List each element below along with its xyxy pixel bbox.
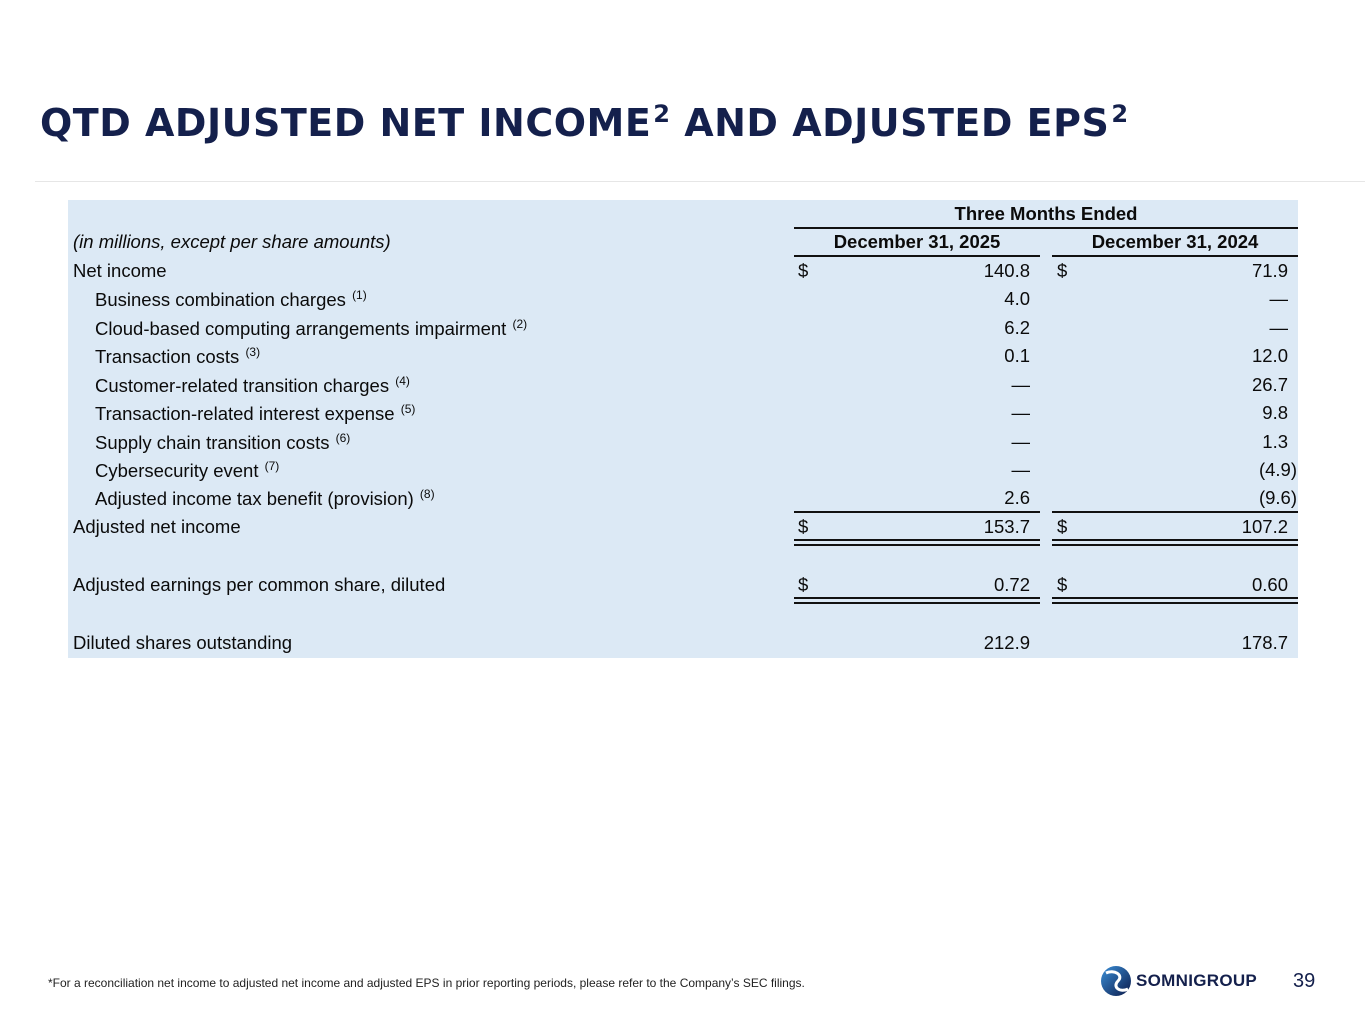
eps-double-line-2025 <box>794 597 1040 604</box>
dollar-sign: $ <box>1057 260 1068 281</box>
row-label-text: Business combination charges <box>95 289 346 310</box>
brand-name: SOMNIGROUP <box>1136 971 1258 990</box>
table-row <box>68 399 1298 427</box>
footnote: *For a reconciliation net income to adjusted net income and adjusted EPS in prior reporting periods, please refer to the Company’s SEC filings. <box>48 976 805 990</box>
table-row <box>68 285 1298 313</box>
row-label-text: Adjusted income tax benefit (provision) <box>95 488 414 509</box>
table-row <box>68 513 1298 541</box>
dollar-sign: $ <box>1057 574 1068 595</box>
dollar-sign: $ <box>798 574 809 595</box>
value-2025: 4.0 <box>1004 288 1030 309</box>
value-2025: 140.8 <box>983 260 1030 281</box>
title-part-2: AND ADJUSTED EPS <box>670 101 1110 145</box>
value-2024: 9.8 <box>1262 402 1288 423</box>
value-2025: — <box>1011 374 1030 395</box>
value-2024: 178.7 <box>1241 632 1288 653</box>
period-header: Three Months Ended <box>954 203 1138 224</box>
title-part-1: QTD ADJUSTED NET INCOME <box>40 101 652 145</box>
value-2024: 0.60 <box>1251 574 1288 595</box>
row-label <box>95 288 367 311</box>
page-number: 39 <box>1293 970 1316 992</box>
value-2024: (9.6) <box>1258 487 1297 508</box>
footnote-ref: (1) <box>352 288 367 302</box>
title-divider <box>35 181 1365 182</box>
row-label: Adjusted earnings per common share, diluted <box>73 574 446 595</box>
column-header-2025: December 31, 2025 <box>833 231 1001 252</box>
row-label: Adjusted net income <box>73 516 241 537</box>
value-2024: 12.0 <box>1251 345 1288 366</box>
value-2025: 153.7 <box>983 516 1030 537</box>
value-2025: 212.9 <box>983 632 1030 653</box>
row-label <box>95 345 260 368</box>
value-2025: — <box>1011 402 1030 423</box>
value-2025: 2.6 <box>1004 487 1030 508</box>
financial-table <box>68 200 1298 658</box>
footnote-ref: (8) <box>419 487 435 501</box>
row-label-text: Transaction costs <box>95 346 240 367</box>
value-2024: — <box>1269 288 1288 309</box>
row-label: Diluted shares outstanding <box>73 632 293 653</box>
row-label <box>95 402 415 425</box>
row-label: Net income <box>73 260 167 281</box>
title-superscript-1: 2 <box>653 100 671 128</box>
table-row <box>68 456 1298 484</box>
dollar-sign: $ <box>798 516 809 537</box>
value-2025: — <box>1011 459 1030 480</box>
company-logo <box>1100 961 1280 1001</box>
table-row <box>68 342 1298 370</box>
value-2024: 71.9 <box>1251 260 1288 281</box>
row-label <box>95 317 527 340</box>
total-double-line-2025 <box>794 539 1040 546</box>
column-header-2024: December 31, 2024 <box>1091 231 1259 252</box>
units-label: (in millions, except per share amounts) <box>73 231 391 252</box>
title-superscript-2: 2 <box>1111 100 1129 128</box>
footnote-ref: (5) <box>400 402 416 416</box>
eps-double-line-2024 <box>1052 597 1298 604</box>
table-row <box>68 484 1298 512</box>
table-row <box>68 314 1298 342</box>
dollar-sign: $ <box>798 260 809 281</box>
table-header-period-row <box>68 200 1298 228</box>
row-label-text: Supply chain transition costs <box>95 432 330 453</box>
table-row <box>68 257 1298 285</box>
row-label-text: Cybersecurity event <box>95 460 259 481</box>
value-2025: 0.1 <box>1004 345 1030 366</box>
row-label-text: Cloud-based computing arrangements impairment <box>95 318 507 339</box>
footnote-ref: (4) <box>395 374 410 388</box>
value-2024: 26.7 <box>1251 374 1288 395</box>
value-2024: (4.9) <box>1258 459 1297 480</box>
value-2024: — <box>1269 317 1288 338</box>
row-label <box>95 487 435 510</box>
footnote-ref: (2) <box>512 317 528 331</box>
footnote-ref: (3) <box>245 345 261 359</box>
logo-mark-icon <box>1100 961 1132 1001</box>
footnote-ref: (6) <box>335 431 351 445</box>
row-label-text: Transaction-related interest expense <box>95 403 395 424</box>
total-double-line-2024 <box>1052 539 1298 546</box>
table-row <box>68 428 1298 456</box>
row-label-text: Customer-related transition charges <box>95 375 390 396</box>
row-label <box>95 374 410 397</box>
table-header-columns-row <box>68 228 1298 256</box>
value-2024: 1.3 <box>1262 431 1288 452</box>
footnote-ref: (7) <box>264 459 280 473</box>
row-label <box>95 431 350 454</box>
table-row <box>68 371 1298 399</box>
value-2024: 107.2 <box>1241 516 1288 537</box>
value-2025: 0.72 <box>993 574 1030 595</box>
row-label <box>95 459 279 482</box>
table-row <box>68 629 1298 657</box>
table-row <box>68 571 1298 599</box>
slide-title <box>40 100 1129 145</box>
dollar-sign: $ <box>1057 516 1068 537</box>
value-2025: 6.2 <box>1004 317 1030 338</box>
value-2025: — <box>1011 431 1030 452</box>
